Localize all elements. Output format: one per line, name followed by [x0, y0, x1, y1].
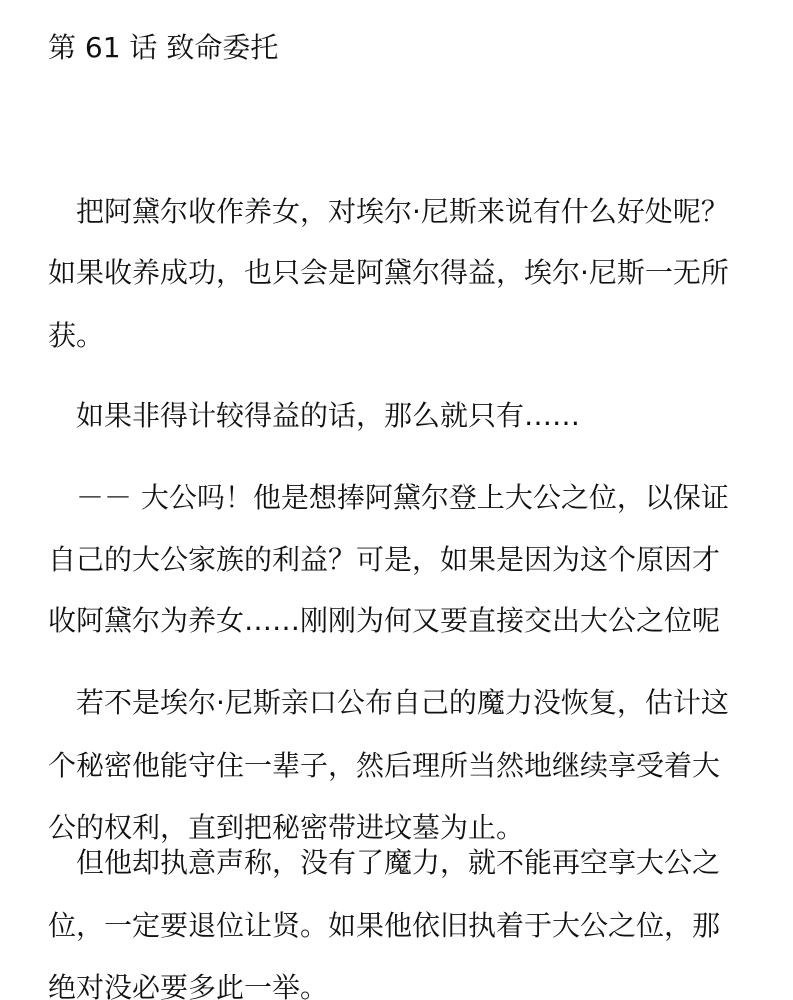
paragraph-5-line-2: 位，一定要退位让贤。如果他依旧执着于大公之位，那 [48, 909, 721, 942]
paragraph-4-line-2: 个秘密他能守住一辈子，然后理所当然地继续享受着大 [48, 749, 721, 782]
paragraph-4-line-3: 公的权利，直到把秘密带进坟墓为止。 [48, 811, 525, 844]
paragraph-1-line-2: 如果收养成功，也只会是阿黛尔得益，埃尔·尼斯一无所 [48, 256, 729, 289]
paragraph-3-line-1: －－ 大公吗！他是想捧阿黛尔登上大公之位，以保证 [76, 481, 729, 514]
paragraph-1-line-3: 获。 [48, 319, 105, 352]
paragraph-3-line-3: 收阿黛尔为养女……刚刚为何又要直接交出大公之位呢 [48, 604, 721, 637]
chapter-title: 第 61 话 致命委托 [48, 31, 279, 64]
paragraph-3-line-2: 自己的大公家族的利益？可是，如果是因为这个原因才 [48, 543, 721, 576]
paragraph-5-line-3: 绝对没必要多此一举。 [48, 971, 329, 1000]
paragraph-5-line-1: 但他却执意声称，没有了魔力，就不能再空享大公之 [76, 846, 721, 879]
paragraph-1-line-1: 把阿黛尔收作养女，对埃尔·尼斯来说有什么好处呢？ [76, 195, 729, 228]
paragraph-4-line-1: 若不是埃尔·尼斯亲口公布自己的魔力没恢复，估计这 [76, 686, 729, 719]
paragraph-2-line-1: 如果非得计较得益的话，那么就只有…… [76, 399, 581, 432]
